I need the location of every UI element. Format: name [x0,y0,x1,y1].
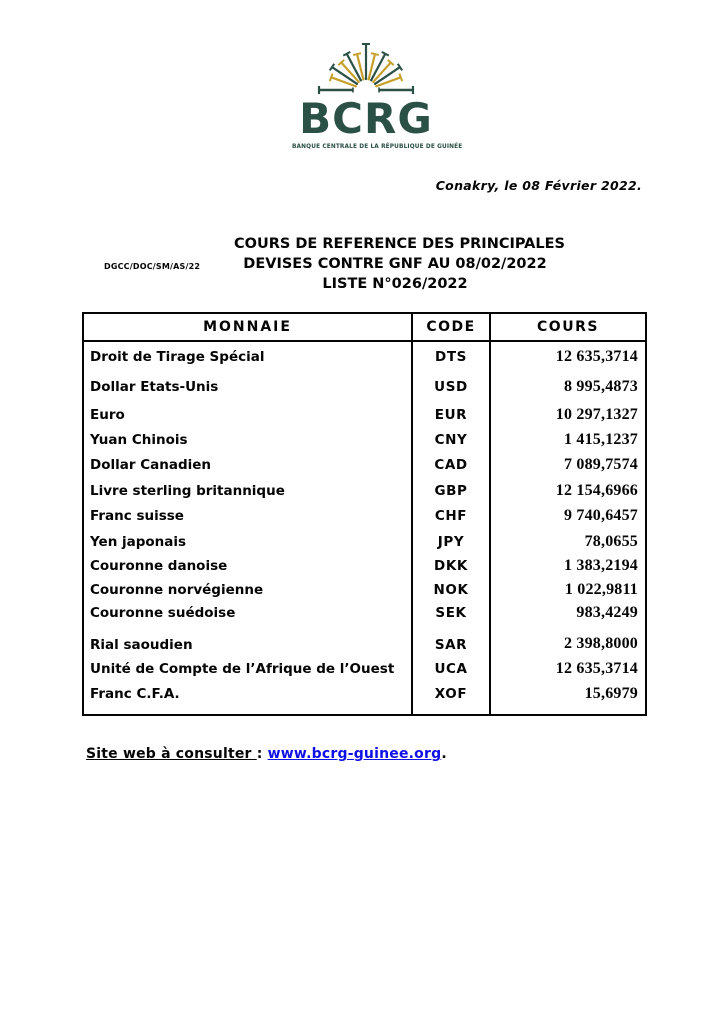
header-monnaie: MONNAIE [84,314,413,340]
table-row [84,504,645,529]
table-row [84,602,645,626]
table-row [84,372,645,402]
cell-code: SAR [413,625,491,656]
table-row [84,478,645,503]
cell-cours: 12 154,6966 [555,481,638,499]
cell-code: UCA [413,656,491,681]
table-row [84,656,645,681]
cell-monnaie: Franc suisse [84,504,413,529]
cell-cours: 1 022,9811 [564,580,638,598]
table-header-row [84,314,645,342]
cell-monnaie: Unité de Compte de l’Afrique de l’Ouest [84,656,413,681]
cell-cours: 1 415,1237 [564,431,638,449]
cell-code: CHF [413,504,491,529]
logo-tagline: BANQUE CENTRALE DE LA RÉPUBLIQUE DE GUINÉE [292,144,463,150]
cell-monnaie: Yen japonais [84,529,413,554]
title-line-2: DEVISES CONTRE GNF AU 08/02/2022 [243,256,547,272]
table-filler-row [84,707,645,714]
sunburst-logo-icon [306,40,426,96]
cell-cours: 983,4249 [576,604,638,622]
reference-number: DGCC/DOC/SM/AS/22 [104,262,201,271]
cell-monnaie: Euro [84,402,413,427]
website-link[interactable]: www.bcrg-guinee.org [267,746,442,762]
title-line-3: LISTE N°026/2022 [322,276,468,292]
cell-code: USD [413,372,491,402]
cell-monnaie: Franc C.F.A. [84,682,413,707]
table-row [84,529,645,554]
rates-table-rows [84,342,645,714]
header-code: CODE [413,314,491,340]
cell-cours: 15,6979 [584,685,638,703]
cell-cours: 8 995,4873 [564,378,638,395]
website-note-label: Site web à consulter [86,746,257,762]
website-note-period: . [441,746,447,762]
table-row [84,554,645,578]
cell-monnaie: Dollar Etats-Unis [84,372,413,402]
table-row [84,402,645,427]
table-row [84,453,645,478]
date-line: Conakry, le 08 Février 2022. [435,178,642,193]
website-note [86,746,447,762]
table-row [84,625,645,656]
cell-monnaie: Droit de Tirage Spécial [84,342,413,372]
cell-cours: 12 635,3714 [555,659,638,677]
website-note-separator: : [256,746,268,762]
title-line-1: COURS DE REFERENCE DES PRINCIPALES [234,236,565,252]
bcrg-logo [292,40,463,150]
cell-code: XOF [413,682,491,707]
cell-code: DKK [413,554,491,578]
cell-code: SEK [413,602,491,626]
cell-code: GBP [413,478,491,503]
cell-code: JPY [413,529,491,554]
cell-cours: 78,0655 [584,532,638,550]
cell-cours: 1 383,2194 [564,557,638,575]
cell-code: CAD [413,453,491,478]
cell-cours: 12 635,3714 [555,348,638,365]
header-cours: COURS [537,319,599,335]
table-row [84,342,645,372]
cell-cours: 9 740,6457 [564,507,638,525]
cell-monnaie: Couronne norvégienne [84,578,413,602]
table-row [84,682,645,707]
table-row [84,578,645,602]
cell-cours: 2 398,8000 [564,635,638,653]
cell-code: EUR [413,402,491,427]
cell-code: DTS [413,342,491,372]
cell-monnaie: Rial saoudien [84,625,413,656]
cell-monnaie: Couronne danoise [84,554,413,578]
cell-monnaie: Yuan Chinois [84,427,413,452]
cell-cours: 7 089,7574 [564,456,638,474]
cell-cours: 10 297,1327 [555,405,638,423]
rates-table [82,312,647,716]
document-title [234,234,565,294]
cell-monnaie: Livre sterling britannique [84,478,413,503]
cell-monnaie: Couronne suédoise [84,602,413,626]
logo-acronym: BCRG [299,94,433,143]
cell-code: CNY [413,427,491,452]
table-row [84,427,645,452]
cell-code: NOK [413,578,491,602]
cell-monnaie: Dollar Canadien [84,453,413,478]
